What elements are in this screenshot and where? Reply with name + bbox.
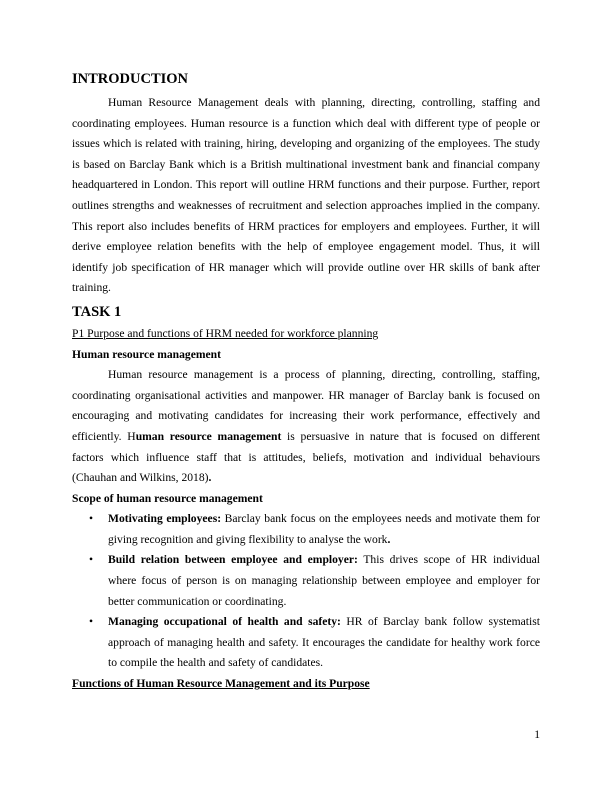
- bullet-title: Motivating employees:: [108, 512, 222, 526]
- bullet-text: This drives scope of HR individual where focus of person is on managing relationship between employee and employer for better communication or coordinating.: [108, 553, 540, 608]
- hrm-paragraph-bold: uman resource management: [135, 429, 282, 443]
- bullet-title: Build relation between employee and employer:: [108, 553, 358, 567]
- bullet-tail: .: [387, 532, 391, 546]
- hrm-paragraph-end: is persuasive in nature that is focused on different factors which influence staff that is attitudes, beliefs, motivation and individual behaviours (Chauhan and Wilkins, 2018): [72, 429, 540, 485]
- list-item: [89, 509, 540, 550]
- scope-heading: Scope of human resource management: [72, 491, 263, 505]
- bullet-text: Barclay bank focus on the employees needs and motivate them for giving recognition and giving flexibility to analyse the work: [108, 512, 540, 546]
- bullet-title: Managing occupational of health and safety:: [108, 615, 341, 629]
- hrm-paragraph-period: .: [208, 471, 212, 485]
- task1-heading: TASK 1: [72, 303, 122, 320]
- scope-list: [72, 509, 540, 674]
- p1-subheading: P1 Purpose and functions of HRM needed for workforce planning: [72, 326, 379, 340]
- hrm-paragraph: [72, 365, 540, 489]
- functions-heading: Functions of Human Resource Management and its Purpose: [72, 677, 370, 691]
- page-content: [72, 68, 540, 695]
- bullet-text: HR of Barclay bank follow systematist approach of managing health and safety. It encourages the candidate for healthy work force to compile the health and safety of candidates.: [108, 615, 540, 670]
- bullet-icon: •: [89, 615, 94, 629]
- hrm-paragraph-start: Human resource management is a process of planning, directing, controlling, staffing, coordinating organisational activities and manpower. HR manager of Barclay bank is focused on encouraging and motivating candidates for increasing their work performance, effectively and efficiently. H: [72, 368, 540, 443]
- hrm-heading: Human resource management: [72, 347, 221, 361]
- bullet-icon: •: [89, 553, 94, 567]
- introduction-paragraph: Human Resource Management deals with planning, directing, controlling, staffing and coordinating employees. Human resource is a function which deal with different type of people or issues which is related with training, hiring, developing and organizing of the employees. The study is based on Barclay Bank which is a British multinational investment bank and financial company headquartered in London. This report will outline HRM functions and their purpose. Further, report outlines strengths and weaknesses of recruitment and selection approaches implied in the company. This report also includes benefits of HRM practices for employers and employees. Further, it will derive employee relation benefits with the help of employee engagement model. Thus, it will identify job specification of HR manager which will provide outline over HR skills of bank after training.: [72, 96, 540, 295]
- list-item: [89, 612, 540, 674]
- list-item: [89, 550, 540, 612]
- page-number: 1: [534, 728, 540, 741]
- bullet-icon: •: [89, 512, 94, 526]
- introduction-heading: INTRODUCTION: [72, 71, 189, 87]
